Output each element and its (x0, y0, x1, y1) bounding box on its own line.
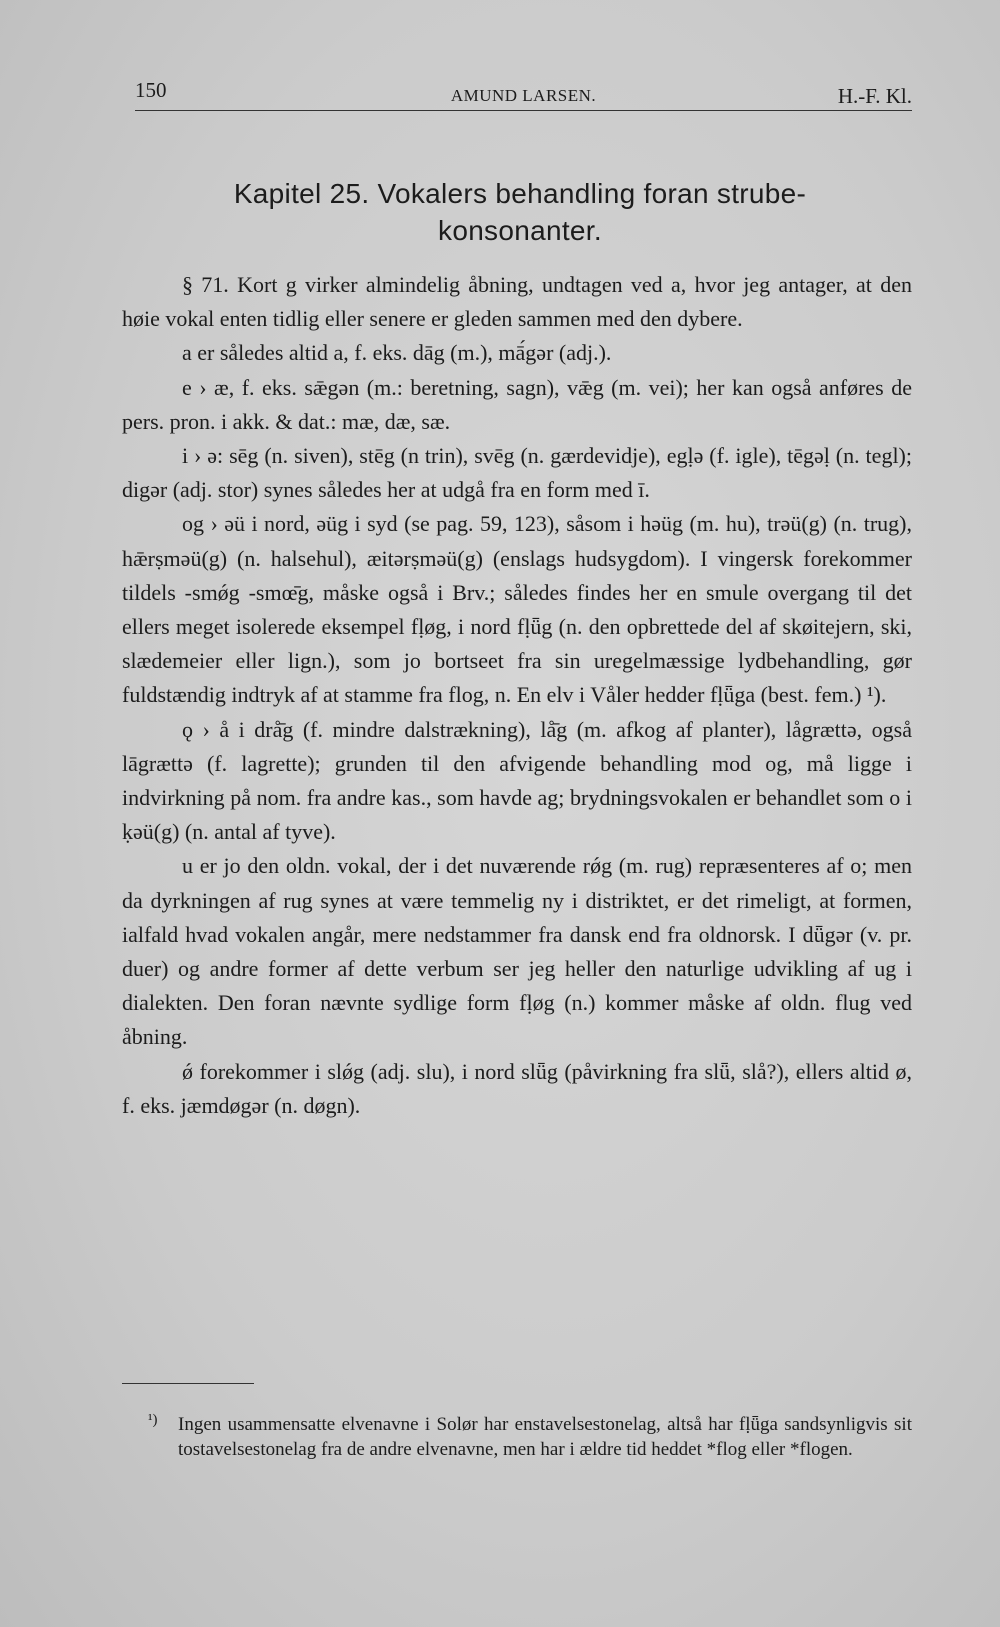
footnote-divider (122, 1383, 254, 1384)
paragraph-o-hook: ǫ › å i drå̄g (f. mindre dalstrækning), lå̄g (m. afkog af planter), lågrættə, også lāgrættə (f. lagrette); grunden til den afvigende behandling mod og, må ligge i indvirkning på nom. fra andre kas., som havde ag; brydningsvokalen er behandlet som o i ḳəü(g) (n. antal af tyve). (122, 716, 912, 845)
chapter-label: Kapitel 25. (233, 178, 370, 209)
paragraph-e: e › æ, f. eks. sǣgən (m.: beretning, sagn), vǣg (m. vei); her kan også anføres de pers. pron. i akk. & dat.: mæ, dæ, sæ. (122, 374, 912, 434)
footnote (148, 1412, 912, 1462)
footnote-marker: ¹) (148, 1412, 158, 1428)
footnote-text: Ingen usammensatte elvenavne i Solør har enstavelsestonelag, altså har fḷǖga sandsynligvis sit tostavelsestonelag fra de andre elvenavne, men har i ældre tid heddet *flog eller *flogen. (178, 1414, 912, 1460)
paragraph-i: i › ə: sēg (n. siven), stēg (n trin), svēg (n. gærdevidje), egḷə (f. igle), tēgəḷ (n. tegl); digər (adj. stor) synes således her at udgå fra en form med ī. (122, 443, 912, 503)
chapter-heading (150, 175, 890, 249)
chapter-title-continued: konsonanter. (438, 215, 602, 246)
paragraph-o-acute: ǿ forekommer i slǿg (adj. slu), i nord slǖg (påvirkning fra slǖ, slå?), ellers altid ø, f. eks. jæmdøgər (n. døgn). (122, 1058, 912, 1118)
paragraph-71: § 71. Kort g virker almindelig åbning, undtagen ved a, hvor jeg antager, at den høie vokal enten tidlig eller senere er gleden sammen med den dybere. (122, 272, 912, 332)
paragraph-a: a er således altid a, f. eks. dāg (m.), mā́gər (adj.). (182, 340, 612, 366)
page-number: 150 (135, 78, 167, 102)
paragraph-og: og › əü i nord, əüg i syd (se pag. 59, 123), såsom i həüg (m. hu), trəü(g) (n. trug), hǣrṣməü(g) (n. halsehul), æitərṣməü(g) (enslags hudsygdom). I vingersk forekommer tildels -smǿg -smœ̄g, måske også i Brv.; således findes her en smule overgang til det ellers meget isolerede eksempel fḷøg, i nord fḷǖg (n. den opbrettede del af skøitejern, ski, slædemeier eller lign.), som jo bortseet fra sin uregelmæssige lydbehandling, gør fuldstændig indtryk af at stamme fra flog, n. En elv i Våler hedder fḷǖga (best. fem.) ¹). (122, 511, 912, 708)
running-head-author: AMUND LARSEN. (450, 86, 597, 105)
running-header (135, 78, 912, 111)
body-text (122, 268, 912, 1123)
paragraph-u: u er jo den oldn. vokal, der i det nuværende rǿg (m. rug) repræsenteres af o; men da dyrkningen af rug synes at være temmelig ny i distriktet, er det rimeligt, at formen, ialfald hvad vokalen angår, mere nedstammer fra dansk end fra oldnorsk. I dǖgər (v. pr. duer) og andre former af dette verbum ser jeg heller den naturlige udvikling af ug i dialekten. Den foran nævnte sydlige form fḷøg (n.) kommer måske af oldn. flug ved åbning. (122, 853, 912, 1050)
chapter-title: Vokalers behandling foran strube- (377, 178, 807, 209)
running-head-section: H.-F. Kl. (837, 84, 912, 108)
